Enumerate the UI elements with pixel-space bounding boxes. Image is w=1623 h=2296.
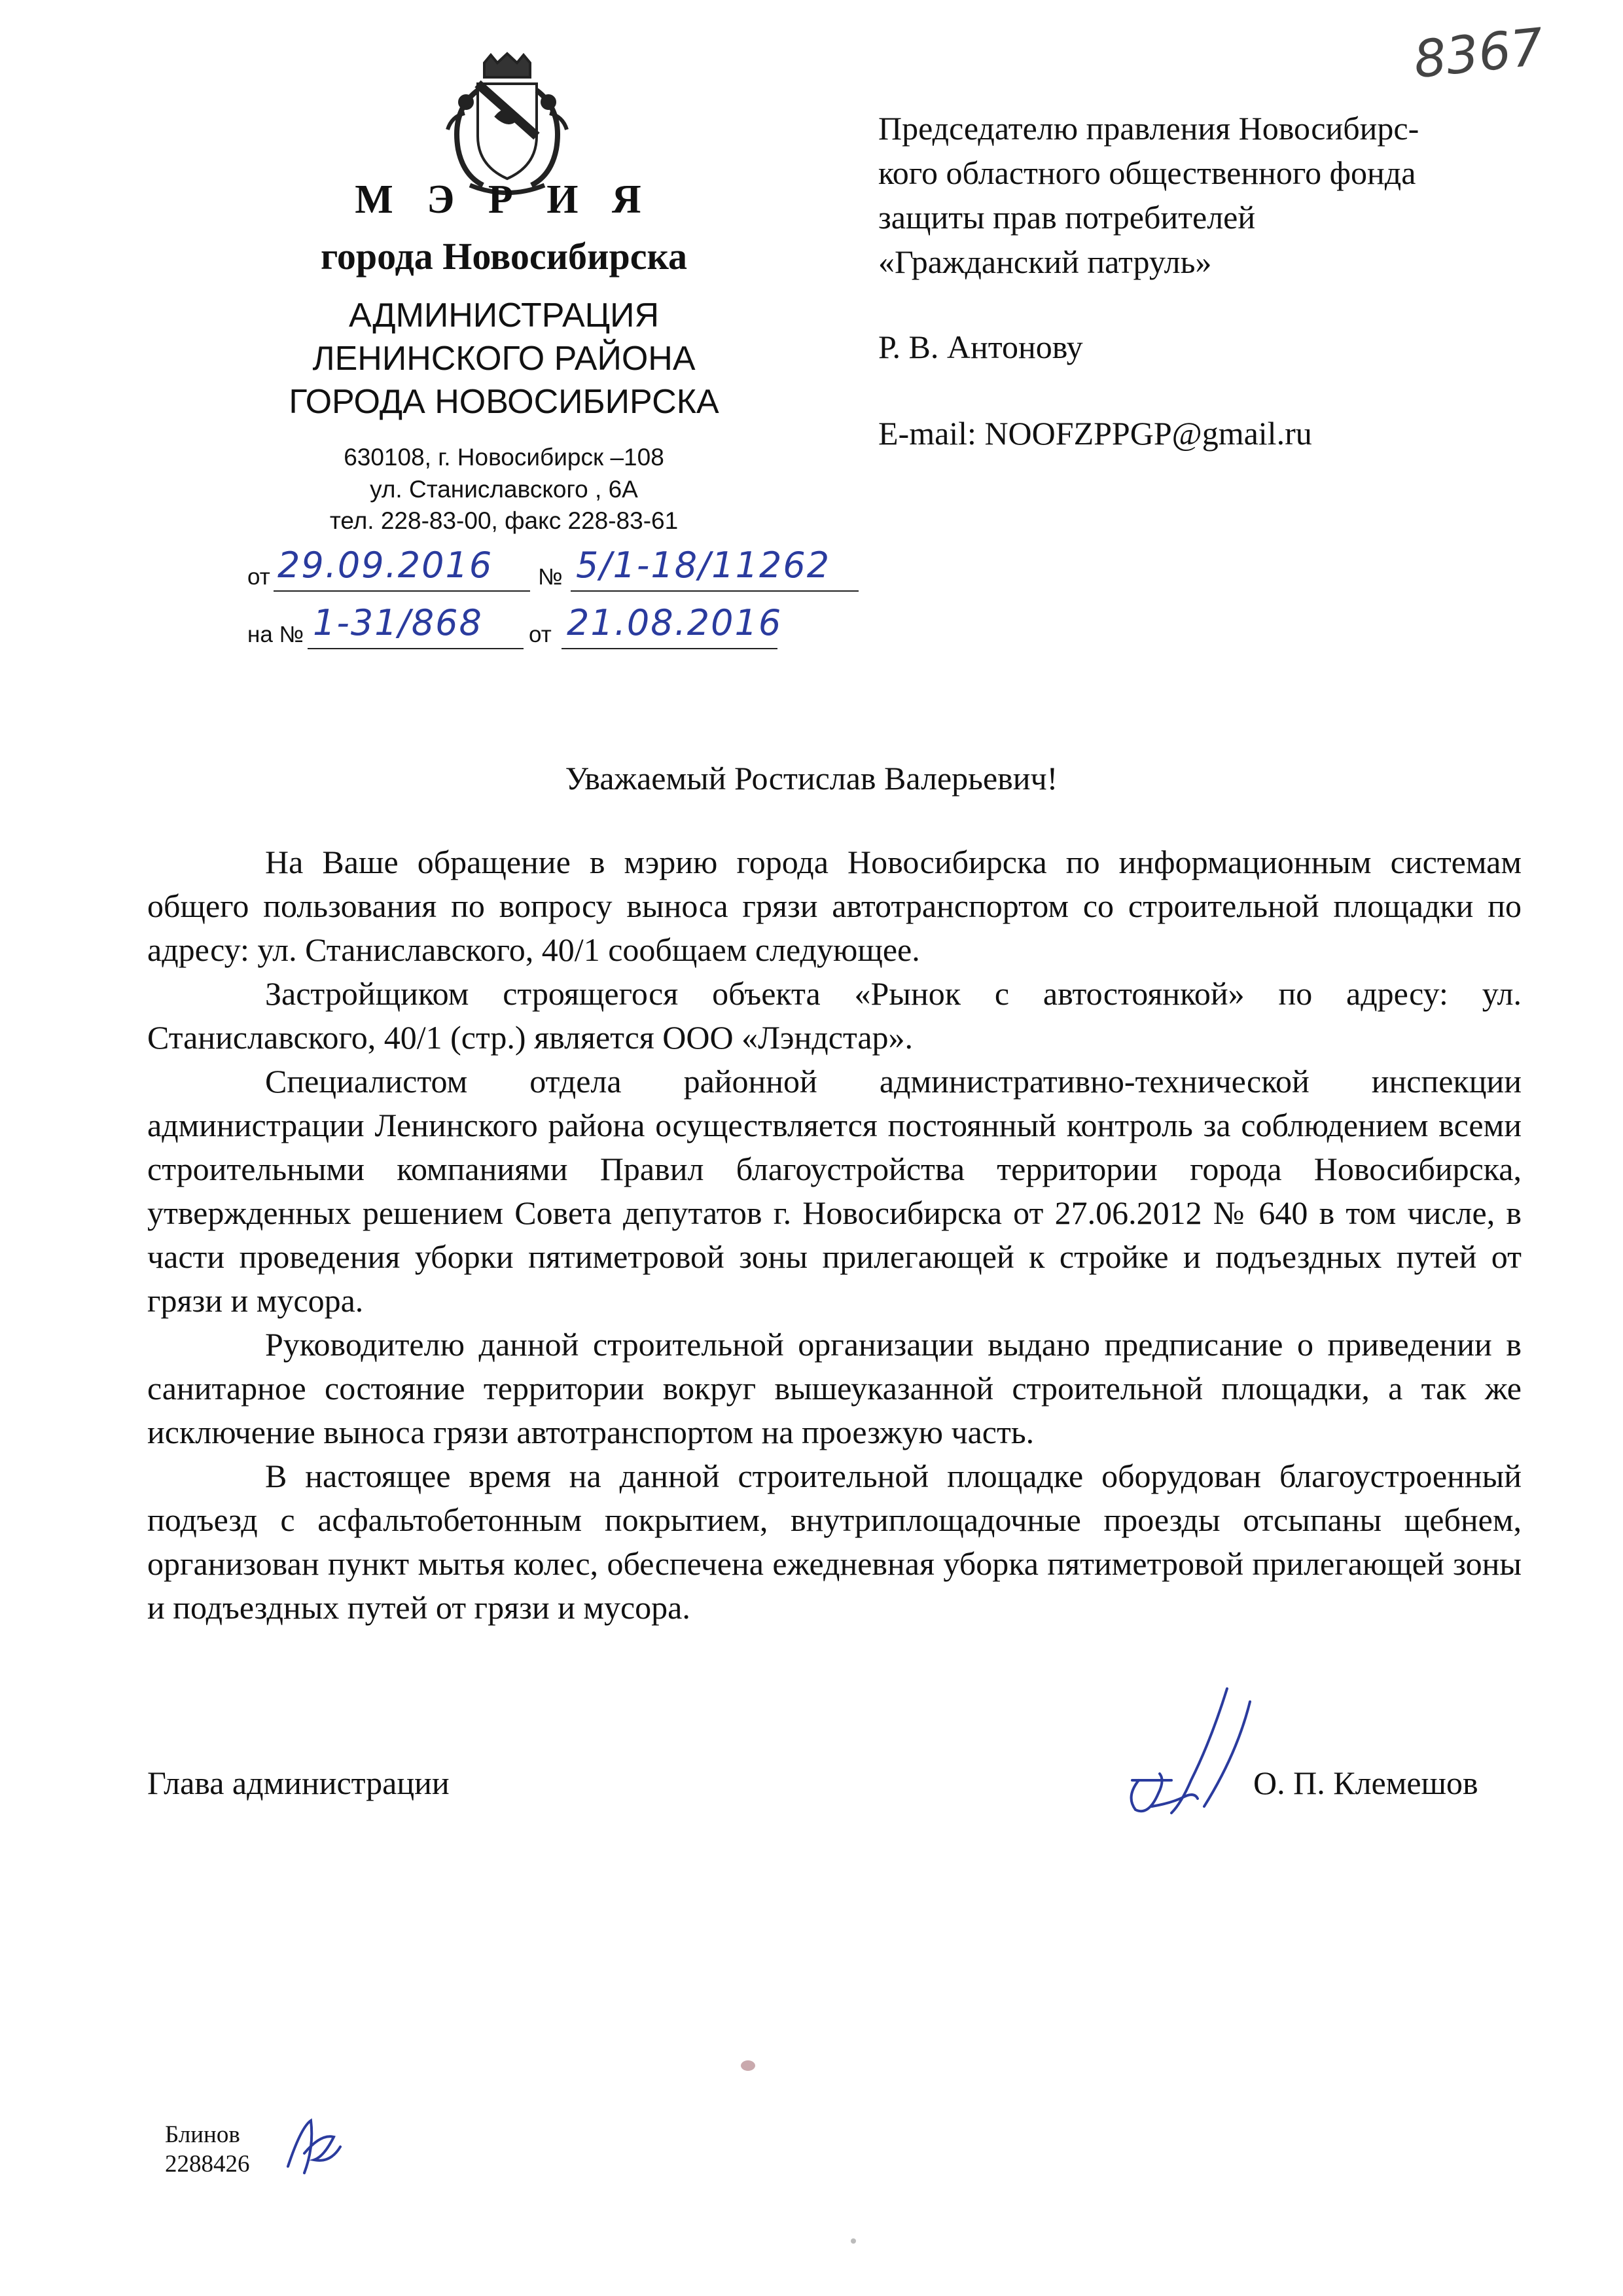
body-paragraph: Руководителю данной строительной организации выдано предписание о приведении в санитарное состояние территории вокруг вышеуказанной строительной площадки, а так же исключение выноса грязи автотранспортом на проезжую часть.	[147, 1326, 1522, 1450]
from-date-handwritten: 29.09.2016	[277, 545, 493, 586]
recipient-line: Председателю правления Новосибирс-	[878, 110, 1419, 147]
reply-number-handwritten: 1-31/868	[313, 602, 483, 643]
admin-line: ЛЕНИНСКОГО РАЙОНА	[312, 340, 696, 378]
reply-number-label: на №	[247, 622, 304, 647]
reply-from-label: от	[529, 622, 552, 647]
from-date-underline	[274, 590, 530, 592]
body-paragraph: Застройщиком строящегося объекта «Рынок с автостоянкой» по адресу: ул. Станиславского, 40/1 (стр.) является ООО «Лэндстар».	[147, 975, 1522, 1056]
salutation: Уважаемый Ростислав Валерьевич!	[565, 760, 1058, 797]
executor-name: Блинов	[165, 2121, 240, 2148]
reply-date-handwritten: 21.08.2016	[567, 602, 783, 643]
executor-initials-icon	[275, 2108, 353, 2186]
body-paragraph: Специалистом отдела районной административно-технической инспекции администрации Ленинского района осуществляется постоянный контроль за соблюдением всеми строительными компаниями Правил благоустройства территории города Новосибирска, утвержденных решением Совета депутатов г. Новосибирска от 27.06.2012 № 640 в том числе, в части проведения уборки пятиметровой зоны прилегающей к стройке и подъездных путей от грязи и мусора.	[147, 1063, 1522, 1319]
handwritten-signature-icon	[1113, 1682, 1270, 1826]
from-label: от	[247, 564, 270, 590]
handwritten-corner-number	[1407, 13, 1590, 92]
number-label: №	[538, 564, 563, 590]
corner-number-text: 8367	[1410, 18, 1546, 90]
letter-body	[147, 840, 1522, 1630]
scan-speck	[851, 2238, 856, 2244]
recipient-name: Р. В. Антонову	[878, 329, 1083, 365]
body-paragraph: На Ваше обращение в мэрию города Новосибирска по информационным системам общего пользования по вопросу выноса грязи автотранспортом со строительной площадки по адресу: ул. Станиславского, 40/1 сообщаем следующее.	[147, 844, 1522, 968]
address-line: ул. Станиславского , 6А	[370, 476, 638, 503]
reply-number-underline	[308, 648, 524, 649]
org-city: города Новосибирска	[320, 235, 688, 278]
recipient-line: кого областного общественного фонда	[878, 154, 1416, 191]
reply-date-underline	[562, 648, 777, 649]
admin-line: АДМИНИСТРАЦИЯ	[348, 296, 660, 334]
recipient-line: «Гражданский патруль»	[878, 243, 1212, 280]
recipient-email: E-mail: NOOFZPPGP@gmail.ru	[878, 415, 1312, 452]
body-paragraph: В настоящее время на данной строительной площадке оборудован благоустроенный подъезд с асфальтобетонным покрытием, внутриплощадочные проезды отсыпаны щебнем, организован пункт мытья колес, обеспечена ежедневная уборка пятиметровой прилегающей зоны и подъездных путей от грязи и мусора.	[147, 1458, 1522, 1626]
number-underline	[571, 590, 859, 592]
number-handwritten: 5/1-18/11262	[576, 545, 831, 586]
signatory-title: Глава администрации	[147, 1765, 450, 1801]
signatory-name: О. П. Клемешов	[1253, 1765, 1478, 1801]
org-title: М Э Р И Я	[355, 177, 653, 222]
executor-phone: 2288426	[165, 2151, 250, 2178]
recipient-line: защиты прав потребителей	[878, 199, 1256, 236]
address-line: 630108, г. Новосибирск –108	[344, 444, 664, 471]
address-line: тел. 228-83-00, факс 228-83-61	[329, 507, 679, 534]
scan-speck	[741, 2060, 755, 2071]
admin-line: ГОРОДА НОВОСИБИРСКА	[289, 383, 719, 421]
